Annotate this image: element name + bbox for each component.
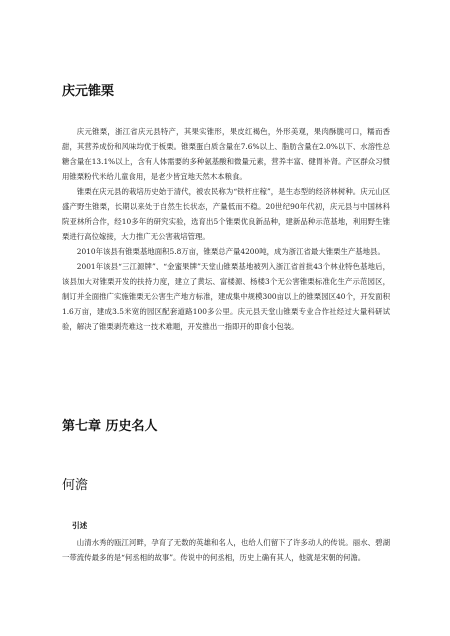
intro-body [62, 535, 390, 565]
intro-heading: 引述 [72, 521, 88, 530]
section-body [62, 124, 390, 334]
paragraph: 山清水秀的瓯江河畔，孕育了无数的英雄和名人，也给人们留下了许多动人的传说。丽水、碧湖一带流传最多的是“何丞相的故事”。传说中的何丞相，历史上确有其人，他就是宋朝的何澹。 [62, 538, 390, 562]
chapter-title: 第七章 历史名人 [62, 419, 158, 434]
paragraph: 2010年该县有锥栗基地面积5.8万亩，锥栗总产量4200吨，成为浙江省最大锥栗生产基地县。 [76, 247, 385, 256]
paragraph: 锥栗在庆元县的栽培历史始于清代，被农民称为“铁杆庄稼”，是生态型的经济林树种。庆元山区盛产野生锥栗，长期以来处于自然生长状态，产量低而不稳。20世纪90年代初，庆元县与中国林科院亚林所合作，经10多年的研究实验，选育出5个锥栗优良新品种，建新品种示范基地，利用野生锥栗进行高位嫁接，大力推广无公害栽培管理。 [62, 187, 390, 241]
paragraph: 2001年该县“三江源牌”、“金蜜果牌”天堂山锥栗基地被列入浙江省首批43个林业特色基地后，该县加大对锥栗开发的扶持力度，建立了黄坛、富楼源、杨楼3个无公害锥栗标准化生产示范园区，制订并全面推广实施锥栗无公害生产地方标准，建成集中规模300亩以上的锥栗园区40个，开发面积1.6万亩，建成3.5米宽的园区配套道路100多公里。庆元县天堂山锥栗专业合作社经过大量科研试验，解决了锥栗剥壳难这一技术难题，开发推出一指即开的即食小包装。 [62, 262, 390, 331]
paragraph: 庆元锥栗，浙江省庆元县特产，其果实锥形，果皮红褐色，外形美观，果肉酥脆可口，糯而香甜，其营养成份和风味均优于板栗。锥栗蛋白质含量在7.6%以上、脂肪含量在2.0%以下、水溶性总糖含量在13.1%以上，含有人体需要的多种氨基酸和微量元素，营养丰富、健胃补肾。产区群众习惯用锥栗粉代米给儿童食用，是老少皆宜地天然木本粮食。 [62, 127, 390, 181]
person-title: 何澹 [62, 478, 89, 493]
section-title: 庆元锥栗 [62, 84, 115, 99]
